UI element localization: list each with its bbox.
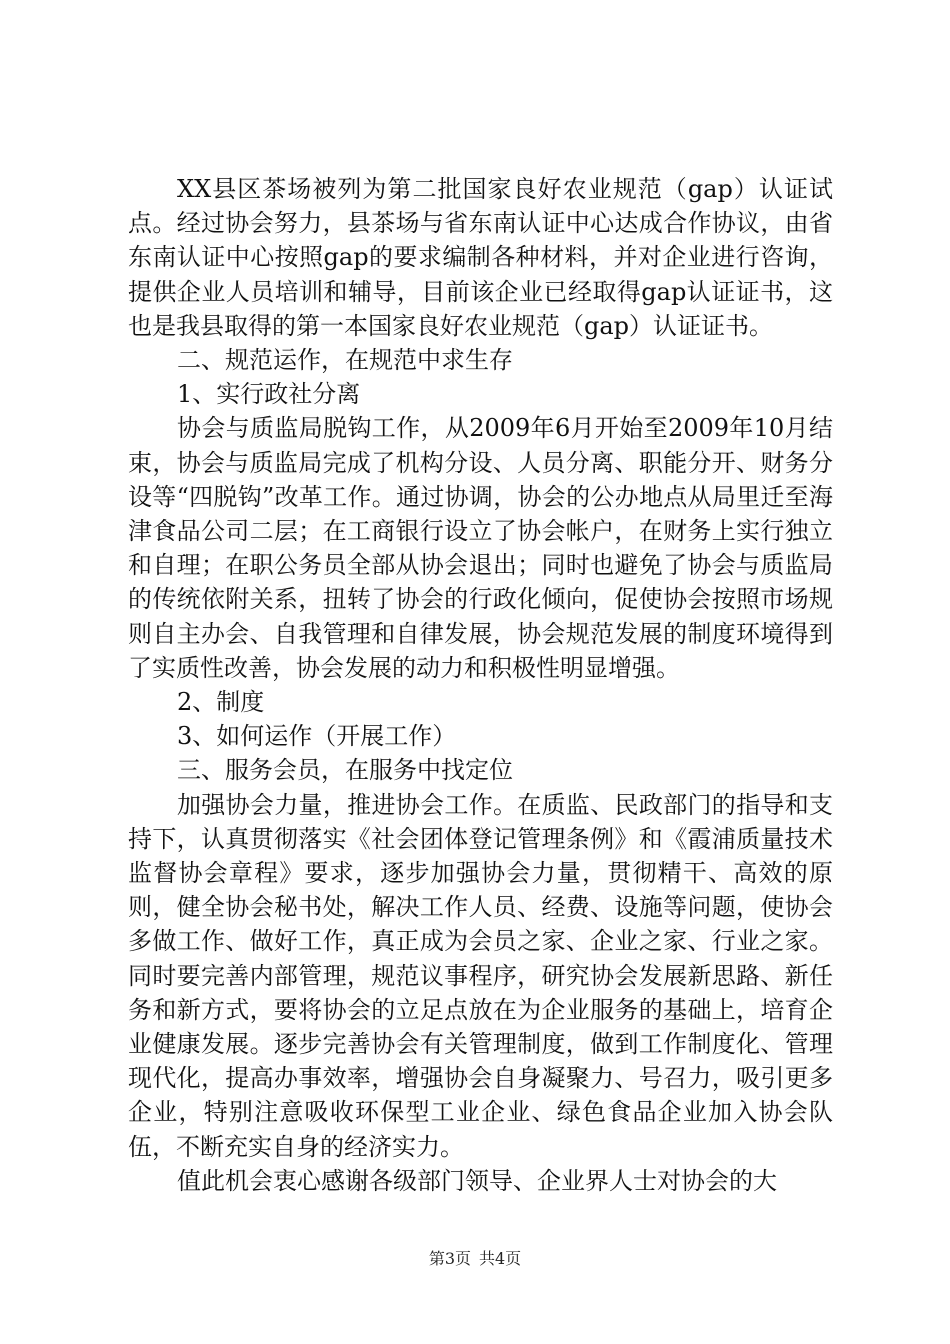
subheading-2-2: 2、制度 [177, 688, 265, 717]
paragraph-thanks: 值此机会衷心感谢各级部门领导、企业界人士对协会的大 [177, 1166, 777, 1195]
subheading-2-1: 1、实行政社分离 [177, 380, 361, 409]
subheading-2-3: 3、如何运作（开展工作） [177, 722, 457, 751]
section-heading-3: 三、服务会员，在服务中找定位 [177, 756, 513, 785]
paragraph-decoupling: 协会与质监局脱钩工作，从2009年6月开始至2009年10月结束，协会与质监局完成了机构分设、人员分离、职能分开、财务分设等“四脱钩”改革工作。通过协调，协会的公办地点从局里迁至海津食品公司二层；在工商银行设立了协会帐户，在财务上实行独立和自理；在职公务员全部从协会退出；同时也避免了协会与质监局的传统依附关系，扭转了协会的行政化倾向，促使协会按照市场规则自主办会、自我管理和自律发展，协会规范发展的制度环境得到了实质性改善，协会发展的动力和积极性明显增强。 [128, 414, 833, 682]
paragraph-gap-certification: XX县区茶场被列为第二批国家良好农业规范（gap）认证试点。经过协会努力，县茶场与省东南认证中心达成合作协议，由省东南认证中心按照gap的要求编制各种材料，并对企业进行咨询，提供企业人员培训和辅导，目前该企业已经取得gap认证证书，这也是我县取得的第一本国家良好农业规范（gap）认证证书。 [128, 175, 833, 340]
document-body [128, 172, 833, 1198]
page-number: 第3页 [428, 1249, 471, 1268]
page-footer [0, 1246, 950, 1269]
paragraph-strengthen-association: 加强协会力量，推进协会工作。在质监、民政部门的指导和支持下，认真贯彻落实《社会团体登记管理条例》和《霞浦质量技术监督协会章程》要求，逐步加强协会力量，贯彻精干、高效的原则，健全协会秘书处，解决工作人员、经费、设施等问题，使协会多做工作、做好工作，真正成为会员之家、企业之家、行业之家。同时要完善内部管理，规范议事程序，研究协会发展新思路、新任务和新方式，要将协会的立足点放在为企业服务的基础上，培育企业健康发展。逐步完善协会有关管理制度，做到工作制度化、管理现代化，提高办事效率，增强协会自身凝聚力、号召力，吸引更多企业，特别注意吸收环保型工业企业、绿色食品企业加入协会队伍，不断充实自身的经济实力。 [128, 790, 833, 1161]
page-total: 共4页 [479, 1249, 522, 1268]
section-heading-2: 二、规范运作，在规范中求生存 [177, 346, 513, 375]
